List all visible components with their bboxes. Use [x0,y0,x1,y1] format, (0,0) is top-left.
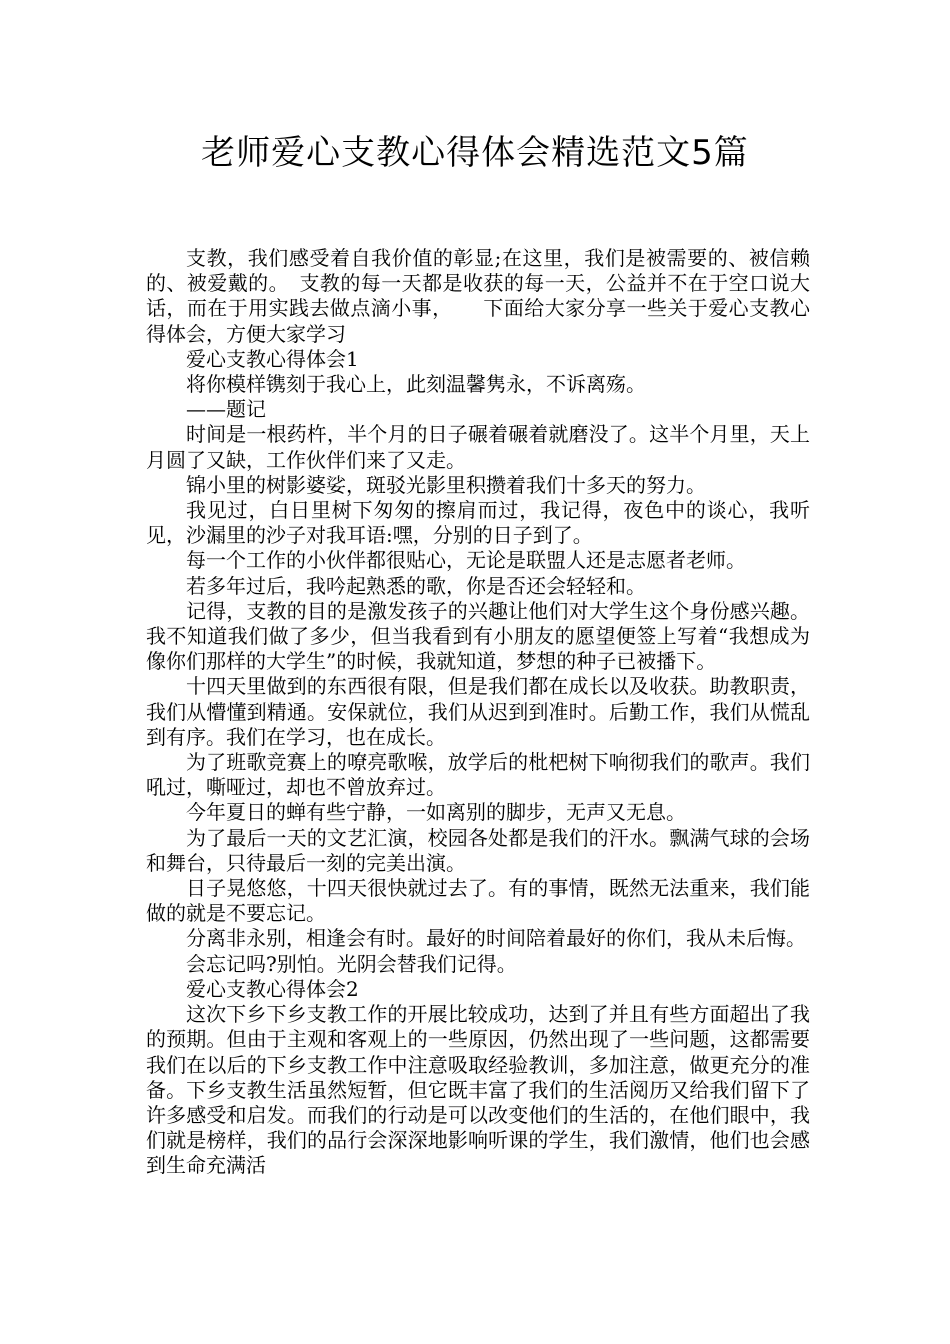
paragraph: 分离非永别，相逢会有时。最好的时间陪着最好的你们，我从未后悔。 [186,926,806,951]
paragraph: 每一个工作的小伙伴都很贴心，无论是联盟人还是志愿者老师。 [186,548,746,573]
document-title: 老师爱心支教心得体会精选范文5篇 [201,133,749,173]
paragraph: 时间是一根药杵，半个月的日子碾着碾着就磨没了。这半个月里，天上月圆了又缺，工作伙伴们来了又走。 [146,422,810,472]
paragraph: 将你模样镌刻于我心上，此刻温馨隽永，不诉离殇。 [186,372,646,397]
section-heading-2: 爱心支教心得体会2 [186,976,359,1001]
paragraph: 十四天里做到的东西很有限，但是我们都在成长以及收获。助教职责，我们从懵懂到精通。安保就位，我们从迟到到准时。后勤工作，我们从慌乱到有序。我们在学习，也在成长。 [146,674,810,749]
paragraph-intro: 支教，我们感受着自我价值的彰显;在这里，我们是被需要的、被信赖的、被爱戴的。 支教的每一天都是收获的每一天，公益并不在于空口说大话，而在于用实践去做点滴小事， 下面给大家分享一些关于爱心支教心得体会，方便大家学习 [146,246,810,346]
paragraph: 为了班歌竞赛上的嘹亮歌喉，放学后的枇杷树下响彻我们的歌声。我们吼过，嘶哑过，却也不曾放弃过。 [146,750,810,800]
paragraph: 会忘记吗?别怕。光阴会替我们记得。 [186,951,517,976]
section-heading-1: 爱心支教心得体会1 [186,346,359,371]
paragraph: 锦小里的树影婆娑，斑驳光影里积攒着我们十多天的努力。 [186,472,706,497]
paragraph: 我见过，白日里树下匆匆的擦肩而过，我记得，夜色中的谈心，我听见，沙漏里的沙子对我耳语:嘿，分别的日子到了。 [146,498,810,548]
document-body [146,246,810,1179]
paragraph: 为了最后一天的文艺汇演，校园各处都是我们的汗水。飘满气球的会场和舞台，只待最后一刻的完美出演。 [146,825,810,875]
paragraph: 这次下乡下乡支教工作的开展比较成功，达到了并且有些方面超出了我的预期。但由于主观和客观上的一些原因，仍然出现了一些问题，这都需要我们在以后的下乡支教工作中注意吸取经验教训，多加注意，做更充分的准备。下乡支教生活虽然短暂，但它既丰富了我们的生活阅历又给我们留下了许多感受和启发。而我们的行动是可以改变他们的生活的，在他们眼中，我们就是榜样，我们的品行会深深地影响听课的学生，我们激情，他们也会感到生命充满活 [146,1002,810,1178]
paragraph: 记得，支教的目的是激发孩子的兴趣让他们对大学生这个身份感兴趣。我不知道我们做了多少，但当我看到有小朋友的愿望便签上写着“我想成为像你们那样的大学生”的时候，我就知道，梦想的种子已被播下。 [146,598,810,674]
paragraph: 若多年过后，我吟起熟悉的歌，你是否还会轻轻和。 [186,573,646,598]
paragraph: 日子晃悠悠，十四天很快就过去了。有的事情，既然无法重来，我们能做的就是不要忘记。 [146,876,810,926]
paragraph: 今年夏日的蝉有些宁静，一如离别的脚步，无声又无息。 [186,800,686,825]
paragraph: ——题记 [186,397,266,422]
